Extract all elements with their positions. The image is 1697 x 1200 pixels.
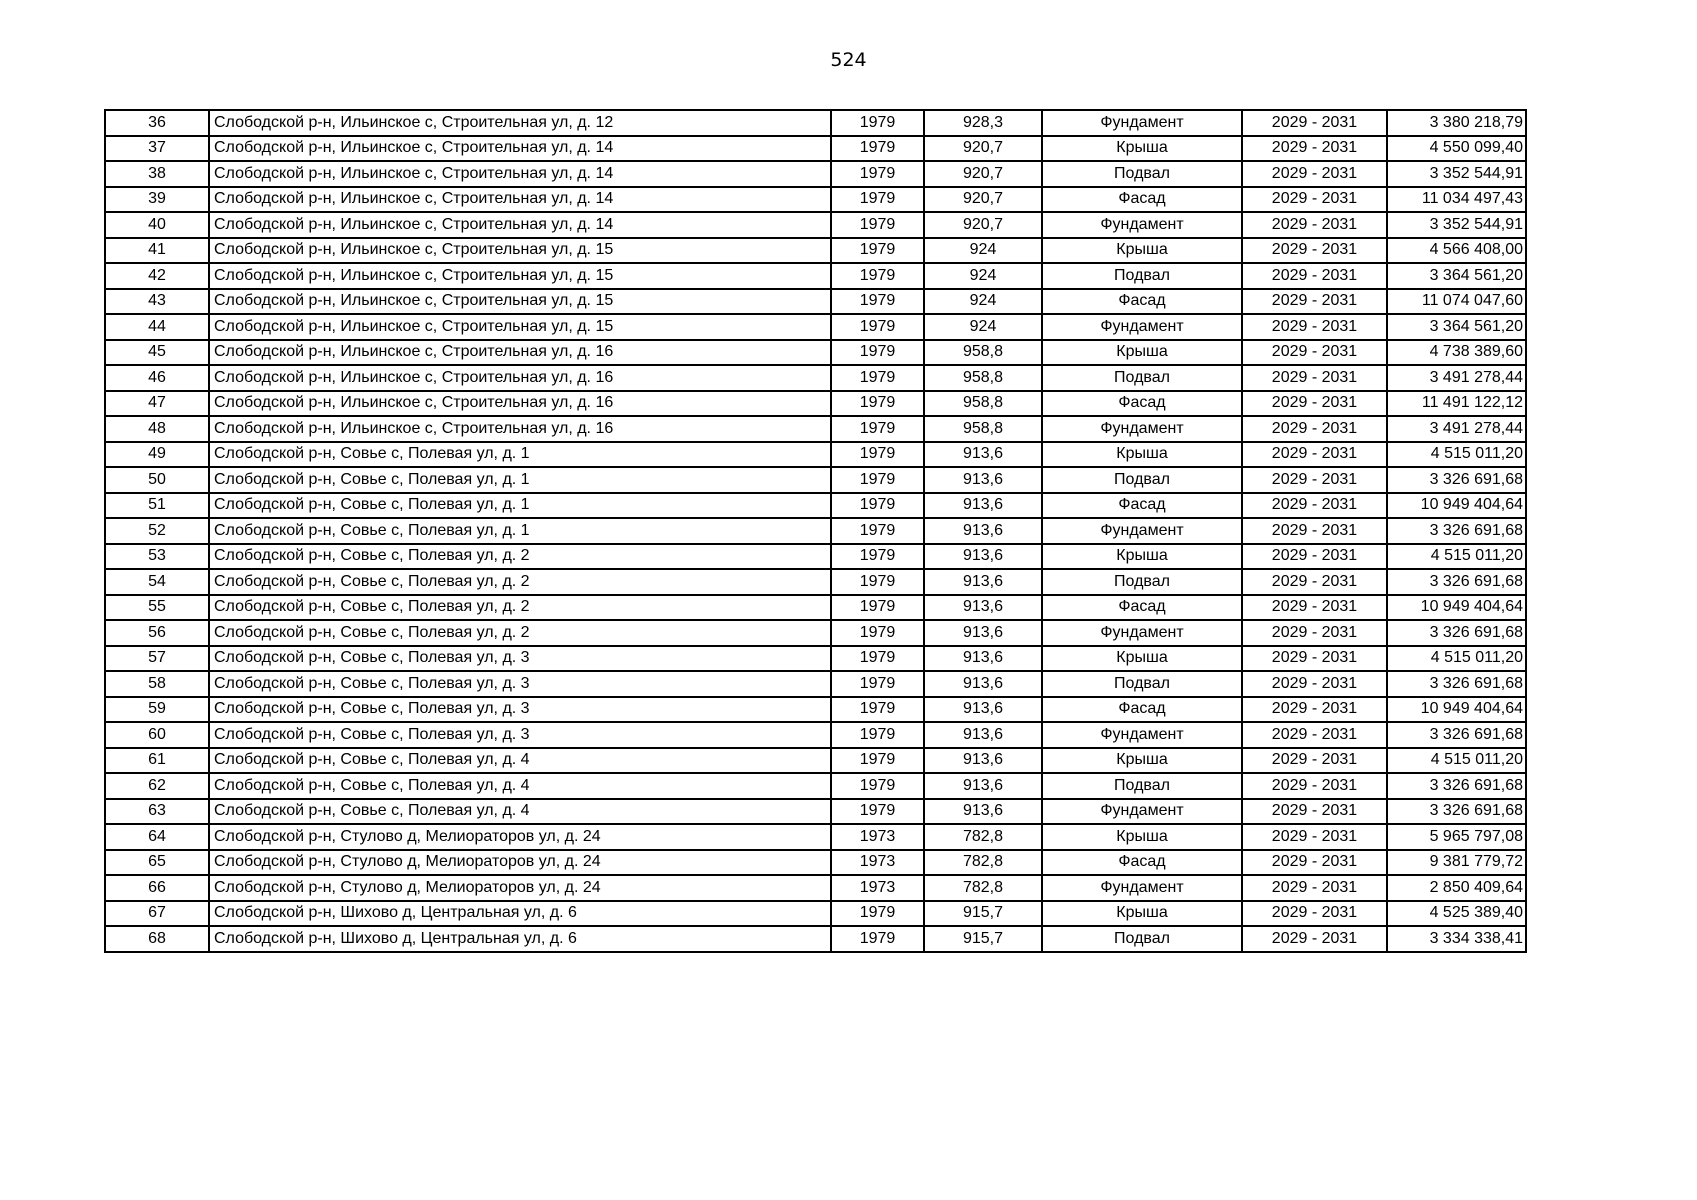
table-row bbox=[105, 263, 1526, 289]
table-row bbox=[105, 850, 1526, 876]
row-number-cell: 48 bbox=[105, 416, 209, 442]
year-cell: 1979 bbox=[831, 901, 924, 927]
cost-cell: 4 515 011,20 bbox=[1387, 442, 1526, 468]
row-number-cell: 59 bbox=[105, 697, 209, 723]
year-cell: 1979 bbox=[831, 110, 924, 136]
table-row bbox=[105, 518, 1526, 544]
year-cell: 1979 bbox=[831, 595, 924, 621]
year-cell: 1979 bbox=[831, 926, 924, 952]
period-cell: 2029 - 2031 bbox=[1242, 646, 1387, 672]
year-cell: 1979 bbox=[831, 289, 924, 315]
period-cell: 2029 - 2031 bbox=[1242, 595, 1387, 621]
period-cell: 2029 - 2031 bbox=[1242, 314, 1387, 340]
year-cell: 1979 bbox=[831, 314, 924, 340]
address-cell: Слободской р-н, Совье с, Полевая ул, д. 4 bbox=[209, 799, 831, 825]
area-cell: 924 bbox=[924, 263, 1042, 289]
address-cell: Слободской р-н, Стулово д, Мелиораторов ул, д. 24 bbox=[209, 850, 831, 876]
cost-cell: 3 326 691,68 bbox=[1387, 773, 1526, 799]
address-cell: Слободской р-н, Ильинское с, Строительная ул, д. 14 bbox=[209, 212, 831, 238]
table-row bbox=[105, 748, 1526, 774]
period-cell: 2029 - 2031 bbox=[1242, 212, 1387, 238]
address-cell: Слободской р-н, Совье с, Полевая ул, д. 1 bbox=[209, 518, 831, 544]
year-cell: 1979 bbox=[831, 518, 924, 544]
cost-cell: 11 074 047,60 bbox=[1387, 289, 1526, 315]
cost-cell: 5 965 797,08 bbox=[1387, 824, 1526, 850]
area-cell: 913,6 bbox=[924, 722, 1042, 748]
area-cell: 913,6 bbox=[924, 595, 1042, 621]
cost-cell: 3 352 544,91 bbox=[1387, 161, 1526, 187]
row-number-cell: 68 bbox=[105, 926, 209, 952]
year-cell: 1979 bbox=[831, 799, 924, 825]
period-cell: 2029 - 2031 bbox=[1242, 850, 1387, 876]
period-cell: 2029 - 2031 bbox=[1242, 799, 1387, 825]
area-cell: 924 bbox=[924, 314, 1042, 340]
area-cell: 920,7 bbox=[924, 161, 1042, 187]
cost-cell: 3 326 691,68 bbox=[1387, 518, 1526, 544]
work-type-cell: Крыша bbox=[1042, 901, 1242, 927]
year-cell: 1979 bbox=[831, 646, 924, 672]
year-cell: 1979 bbox=[831, 187, 924, 213]
work-type-cell: Крыша bbox=[1042, 238, 1242, 264]
period-cell: 2029 - 2031 bbox=[1242, 161, 1387, 187]
table-row bbox=[105, 136, 1526, 162]
work-type-cell: Подвал bbox=[1042, 263, 1242, 289]
table-row bbox=[105, 901, 1526, 927]
year-cell: 1979 bbox=[831, 569, 924, 595]
table-row bbox=[105, 697, 1526, 723]
period-cell: 2029 - 2031 bbox=[1242, 467, 1387, 493]
cost-cell: 10 949 404,64 bbox=[1387, 595, 1526, 621]
area-cell: 958,8 bbox=[924, 365, 1042, 391]
year-cell: 1979 bbox=[831, 238, 924, 264]
cost-cell: 3 326 691,68 bbox=[1387, 671, 1526, 697]
year-cell: 1979 bbox=[831, 416, 924, 442]
year-cell: 1979 bbox=[831, 365, 924, 391]
cost-cell: 4 515 011,20 bbox=[1387, 544, 1526, 570]
area-cell: 958,8 bbox=[924, 391, 1042, 417]
area-cell: 913,6 bbox=[924, 518, 1042, 544]
table-row bbox=[105, 161, 1526, 187]
table-row bbox=[105, 671, 1526, 697]
period-cell: 2029 - 2031 bbox=[1242, 620, 1387, 646]
work-type-cell: Подвал bbox=[1042, 467, 1242, 493]
period-cell: 2029 - 2031 bbox=[1242, 187, 1387, 213]
address-cell: Слободской р-н, Ильинское с, Строительная ул, д. 16 bbox=[209, 365, 831, 391]
address-cell: Слободской р-н, Ильинское с, Строительная ул, д. 14 bbox=[209, 187, 831, 213]
table-row bbox=[105, 110, 1526, 136]
address-cell: Слободской р-н, Шихово д, Центральная ул, д. 6 bbox=[209, 926, 831, 952]
cost-cell: 4 515 011,20 bbox=[1387, 646, 1526, 672]
work-type-cell: Фундамент bbox=[1042, 212, 1242, 238]
cost-cell: 3 326 691,68 bbox=[1387, 799, 1526, 825]
address-cell: Слободской р-н, Ильинское с, Строительная ул, д. 12 bbox=[209, 110, 831, 136]
table-row bbox=[105, 340, 1526, 366]
table-row bbox=[105, 391, 1526, 417]
year-cell: 1973 bbox=[831, 875, 924, 901]
row-number-cell: 49 bbox=[105, 442, 209, 468]
year-cell: 1979 bbox=[831, 544, 924, 570]
row-number-cell: 58 bbox=[105, 671, 209, 697]
row-number-cell: 67 bbox=[105, 901, 209, 927]
row-number-cell: 36 bbox=[105, 110, 209, 136]
work-type-cell: Фасад bbox=[1042, 697, 1242, 723]
work-type-cell: Фасад bbox=[1042, 493, 1242, 519]
row-number-cell: 66 bbox=[105, 875, 209, 901]
period-cell: 2029 - 2031 bbox=[1242, 493, 1387, 519]
work-type-cell: Фундамент bbox=[1042, 518, 1242, 544]
area-cell: 913,6 bbox=[924, 467, 1042, 493]
work-type-cell: Фундамент bbox=[1042, 799, 1242, 825]
year-cell: 1979 bbox=[831, 442, 924, 468]
cost-cell: 3 364 561,20 bbox=[1387, 263, 1526, 289]
work-type-cell: Фундамент bbox=[1042, 620, 1242, 646]
row-number-cell: 55 bbox=[105, 595, 209, 621]
address-cell: Слободской р-н, Совье с, Полевая ул, д. 1 bbox=[209, 442, 831, 468]
row-number-cell: 38 bbox=[105, 161, 209, 187]
area-cell: 913,6 bbox=[924, 748, 1042, 774]
address-cell: Слободской р-н, Совье с, Полевая ул, д. 3 bbox=[209, 671, 831, 697]
row-number-cell: 37 bbox=[105, 136, 209, 162]
period-cell: 2029 - 2031 bbox=[1242, 238, 1387, 264]
row-number-cell: 47 bbox=[105, 391, 209, 417]
row-number-cell: 46 bbox=[105, 365, 209, 391]
cost-cell: 3 326 691,68 bbox=[1387, 569, 1526, 595]
area-cell: 913,6 bbox=[924, 544, 1042, 570]
cost-cell: 4 550 099,40 bbox=[1387, 136, 1526, 162]
cost-cell: 3 352 544,91 bbox=[1387, 212, 1526, 238]
work-type-cell: Подвал bbox=[1042, 365, 1242, 391]
year-cell: 1979 bbox=[831, 671, 924, 697]
row-number-cell: 40 bbox=[105, 212, 209, 238]
address-cell: Слободской р-н, Совье с, Полевая ул, д. 4 bbox=[209, 773, 831, 799]
table-row bbox=[105, 569, 1526, 595]
row-number-cell: 63 bbox=[105, 799, 209, 825]
year-cell: 1979 bbox=[831, 391, 924, 417]
table-row bbox=[105, 875, 1526, 901]
cost-cell: 4 525 389,40 bbox=[1387, 901, 1526, 927]
area-cell: 958,8 bbox=[924, 416, 1042, 442]
area-cell: 958,8 bbox=[924, 340, 1042, 366]
period-cell: 2029 - 2031 bbox=[1242, 824, 1387, 850]
area-cell: 915,7 bbox=[924, 901, 1042, 927]
row-number-cell: 61 bbox=[105, 748, 209, 774]
period-cell: 2029 - 2031 bbox=[1242, 416, 1387, 442]
row-number-cell: 39 bbox=[105, 187, 209, 213]
table-row bbox=[105, 289, 1526, 315]
year-cell: 1979 bbox=[831, 467, 924, 493]
cost-cell: 10 949 404,64 bbox=[1387, 493, 1526, 519]
work-type-cell: Фасад bbox=[1042, 850, 1242, 876]
row-number-cell: 42 bbox=[105, 263, 209, 289]
table-row bbox=[105, 493, 1526, 519]
area-cell: 782,8 bbox=[924, 850, 1042, 876]
table-row bbox=[105, 238, 1526, 264]
work-type-cell: Фасад bbox=[1042, 391, 1242, 417]
year-cell: 1979 bbox=[831, 340, 924, 366]
area-cell: 913,6 bbox=[924, 646, 1042, 672]
work-type-cell: Фундамент bbox=[1042, 416, 1242, 442]
cost-cell: 9 381 779,72 bbox=[1387, 850, 1526, 876]
year-cell: 1979 bbox=[831, 697, 924, 723]
work-type-cell: Фундамент bbox=[1042, 875, 1242, 901]
row-number-cell: 53 bbox=[105, 544, 209, 570]
area-cell: 913,6 bbox=[924, 569, 1042, 595]
row-number-cell: 65 bbox=[105, 850, 209, 876]
year-cell: 1979 bbox=[831, 212, 924, 238]
work-type-cell: Крыша bbox=[1042, 824, 1242, 850]
work-type-cell: Фасад bbox=[1042, 187, 1242, 213]
work-type-cell: Крыша bbox=[1042, 544, 1242, 570]
row-number-cell: 52 bbox=[105, 518, 209, 544]
address-cell: Слободской р-н, Совье с, Полевая ул, д. 1 bbox=[209, 493, 831, 519]
address-cell: Слободской р-н, Ильинское с, Строительная ул, д. 15 bbox=[209, 289, 831, 315]
table-body bbox=[105, 110, 1526, 952]
table-row bbox=[105, 799, 1526, 825]
period-cell: 2029 - 2031 bbox=[1242, 289, 1387, 315]
row-number-cell: 64 bbox=[105, 824, 209, 850]
area-cell: 920,7 bbox=[924, 212, 1042, 238]
table-row bbox=[105, 442, 1526, 468]
work-type-cell: Крыша bbox=[1042, 442, 1242, 468]
work-type-cell: Фасад bbox=[1042, 289, 1242, 315]
address-cell: Слободской р-н, Ильинское с, Строительная ул, д. 14 bbox=[209, 161, 831, 187]
address-cell: Слободской р-н, Совье с, Полевая ул, д. 3 bbox=[209, 646, 831, 672]
repair-schedule-table bbox=[104, 109, 1527, 953]
work-type-cell: Подвал bbox=[1042, 926, 1242, 952]
area-cell: 913,6 bbox=[924, 799, 1042, 825]
area-cell: 928,3 bbox=[924, 110, 1042, 136]
period-cell: 2029 - 2031 bbox=[1242, 722, 1387, 748]
period-cell: 2029 - 2031 bbox=[1242, 442, 1387, 468]
table-row bbox=[105, 595, 1526, 621]
year-cell: 1979 bbox=[831, 263, 924, 289]
cost-cell: 4 515 011,20 bbox=[1387, 748, 1526, 774]
row-number-cell: 56 bbox=[105, 620, 209, 646]
table-row bbox=[105, 646, 1526, 672]
area-cell: 913,6 bbox=[924, 620, 1042, 646]
address-cell: Слободской р-н, Совье с, Полевая ул, д. 3 bbox=[209, 697, 831, 723]
address-cell: Слободской р-н, Стулово д, Мелиораторов ул, д. 24 bbox=[209, 824, 831, 850]
period-cell: 2029 - 2031 bbox=[1242, 518, 1387, 544]
address-cell: Слободской р-н, Ильинское с, Строительная ул, д. 16 bbox=[209, 416, 831, 442]
work-type-cell: Фундамент bbox=[1042, 110, 1242, 136]
cost-cell: 3 364 561,20 bbox=[1387, 314, 1526, 340]
row-number-cell: 43 bbox=[105, 289, 209, 315]
address-cell: Слободской р-н, Ильинское с, Строительная ул, д. 16 bbox=[209, 340, 831, 366]
cost-cell: 3 491 278,44 bbox=[1387, 365, 1526, 391]
address-cell: Слободской р-н, Ильинское с, Строительная ул, д. 15 bbox=[209, 238, 831, 264]
period-cell: 2029 - 2031 bbox=[1242, 901, 1387, 927]
row-number-cell: 44 bbox=[105, 314, 209, 340]
cost-cell: 3 326 691,68 bbox=[1387, 722, 1526, 748]
period-cell: 2029 - 2031 bbox=[1242, 340, 1387, 366]
work-type-cell: Крыша bbox=[1042, 340, 1242, 366]
row-number-cell: 60 bbox=[105, 722, 209, 748]
table-row bbox=[105, 722, 1526, 748]
work-type-cell: Крыша bbox=[1042, 748, 1242, 774]
address-cell: Слободской р-н, Совье с, Полевая ул, д. 3 bbox=[209, 722, 831, 748]
row-number-cell: 62 bbox=[105, 773, 209, 799]
table-row bbox=[105, 773, 1526, 799]
period-cell: 2029 - 2031 bbox=[1242, 926, 1387, 952]
table-row bbox=[105, 212, 1526, 238]
row-number-cell: 57 bbox=[105, 646, 209, 672]
year-cell: 1979 bbox=[831, 136, 924, 162]
work-type-cell: Крыша bbox=[1042, 646, 1242, 672]
table-row bbox=[105, 416, 1526, 442]
address-cell: Слободской р-н, Ильинское с, Строительная ул, д. 15 bbox=[209, 314, 831, 340]
period-cell: 2029 - 2031 bbox=[1242, 569, 1387, 595]
work-type-cell: Фасад bbox=[1042, 595, 1242, 621]
work-type-cell: Подвал bbox=[1042, 569, 1242, 595]
cost-cell: 3 334 338,41 bbox=[1387, 926, 1526, 952]
address-cell: Слободской р-н, Ильинское с, Строительная ул, д. 16 bbox=[209, 391, 831, 417]
year-cell: 1979 bbox=[831, 493, 924, 519]
year-cell: 1979 bbox=[831, 161, 924, 187]
row-number-cell: 41 bbox=[105, 238, 209, 264]
area-cell: 915,7 bbox=[924, 926, 1042, 952]
cost-cell: 10 949 404,64 bbox=[1387, 697, 1526, 723]
table-row bbox=[105, 926, 1526, 952]
area-cell: 913,6 bbox=[924, 671, 1042, 697]
table-row bbox=[105, 824, 1526, 850]
address-cell: Слободской р-н, Стулово д, Мелиораторов ул, д. 24 bbox=[209, 875, 831, 901]
area-cell: 913,6 bbox=[924, 697, 1042, 723]
address-cell: Слободской р-н, Ильинское с, Строительная ул, д. 14 bbox=[209, 136, 831, 162]
cost-cell: 3 326 691,68 bbox=[1387, 620, 1526, 646]
year-cell: 1973 bbox=[831, 850, 924, 876]
area-cell: 913,6 bbox=[924, 773, 1042, 799]
address-cell: Слободской р-н, Совье с, Полевая ул, д. 2 bbox=[209, 620, 831, 646]
area-cell: 782,8 bbox=[924, 824, 1042, 850]
work-type-cell: Подвал bbox=[1042, 773, 1242, 799]
cost-cell: 4 738 389,60 bbox=[1387, 340, 1526, 366]
row-number-cell: 54 bbox=[105, 569, 209, 595]
work-type-cell: Подвал bbox=[1042, 161, 1242, 187]
year-cell: 1979 bbox=[831, 722, 924, 748]
table-row bbox=[105, 187, 1526, 213]
period-cell: 2029 - 2031 bbox=[1242, 544, 1387, 570]
period-cell: 2029 - 2031 bbox=[1242, 875, 1387, 901]
row-number-cell: 50 bbox=[105, 467, 209, 493]
work-type-cell: Фундамент bbox=[1042, 314, 1242, 340]
row-number-cell: 45 bbox=[105, 340, 209, 366]
page-number: 524 bbox=[830, 49, 867, 71]
period-cell: 2029 - 2031 bbox=[1242, 671, 1387, 697]
address-cell: Слободской р-н, Совье с, Полевая ул, д. 2 bbox=[209, 595, 831, 621]
area-cell: 782,8 bbox=[924, 875, 1042, 901]
area-cell: 913,6 bbox=[924, 442, 1042, 468]
address-cell: Слободской р-н, Шихово д, Центральная ул, д. 6 bbox=[209, 901, 831, 927]
year-cell: 1973 bbox=[831, 824, 924, 850]
work-type-cell: Подвал bbox=[1042, 671, 1242, 697]
period-cell: 2029 - 2031 bbox=[1242, 773, 1387, 799]
cost-cell: 2 850 409,64 bbox=[1387, 875, 1526, 901]
cost-cell: 11 491 122,12 bbox=[1387, 391, 1526, 417]
period-cell: 2029 - 2031 bbox=[1242, 110, 1387, 136]
area-cell: 920,7 bbox=[924, 187, 1042, 213]
area-cell: 924 bbox=[924, 289, 1042, 315]
table-row bbox=[105, 544, 1526, 570]
address-cell: Слободской р-н, Совье с, Полевая ул, д. 4 bbox=[209, 748, 831, 774]
work-type-cell: Крыша bbox=[1042, 136, 1242, 162]
address-cell: Слободской р-н, Совье с, Полевая ул, д. 2 bbox=[209, 544, 831, 570]
period-cell: 2029 - 2031 bbox=[1242, 391, 1387, 417]
table-row bbox=[105, 365, 1526, 391]
year-cell: 1979 bbox=[831, 748, 924, 774]
cost-cell: 3 380 218,79 bbox=[1387, 110, 1526, 136]
cost-cell: 3 326 691,68 bbox=[1387, 467, 1526, 493]
table-row bbox=[105, 467, 1526, 493]
row-number-cell: 51 bbox=[105, 493, 209, 519]
period-cell: 2029 - 2031 bbox=[1242, 697, 1387, 723]
area-cell: 920,7 bbox=[924, 136, 1042, 162]
period-cell: 2029 - 2031 bbox=[1242, 365, 1387, 391]
area-cell: 924 bbox=[924, 238, 1042, 264]
year-cell: 1979 bbox=[831, 773, 924, 799]
cost-cell: 3 491 278,44 bbox=[1387, 416, 1526, 442]
cost-cell: 4 566 408,00 bbox=[1387, 238, 1526, 264]
address-cell: Слободской р-н, Совье с, Полевая ул, д. 2 bbox=[209, 569, 831, 595]
period-cell: 2029 - 2031 bbox=[1242, 136, 1387, 162]
period-cell: 2029 - 2031 bbox=[1242, 748, 1387, 774]
year-cell: 1979 bbox=[831, 620, 924, 646]
table-row bbox=[105, 620, 1526, 646]
work-type-cell: Фундамент bbox=[1042, 722, 1242, 748]
area-cell: 913,6 bbox=[924, 493, 1042, 519]
address-cell: Слободской р-н, Ильинское с, Строительная ул, д. 15 bbox=[209, 263, 831, 289]
cost-cell: 11 034 497,43 bbox=[1387, 187, 1526, 213]
period-cell: 2029 - 2031 bbox=[1242, 263, 1387, 289]
address-cell: Слободской р-н, Совье с, Полевая ул, д. 1 bbox=[209, 467, 831, 493]
table-row bbox=[105, 314, 1526, 340]
